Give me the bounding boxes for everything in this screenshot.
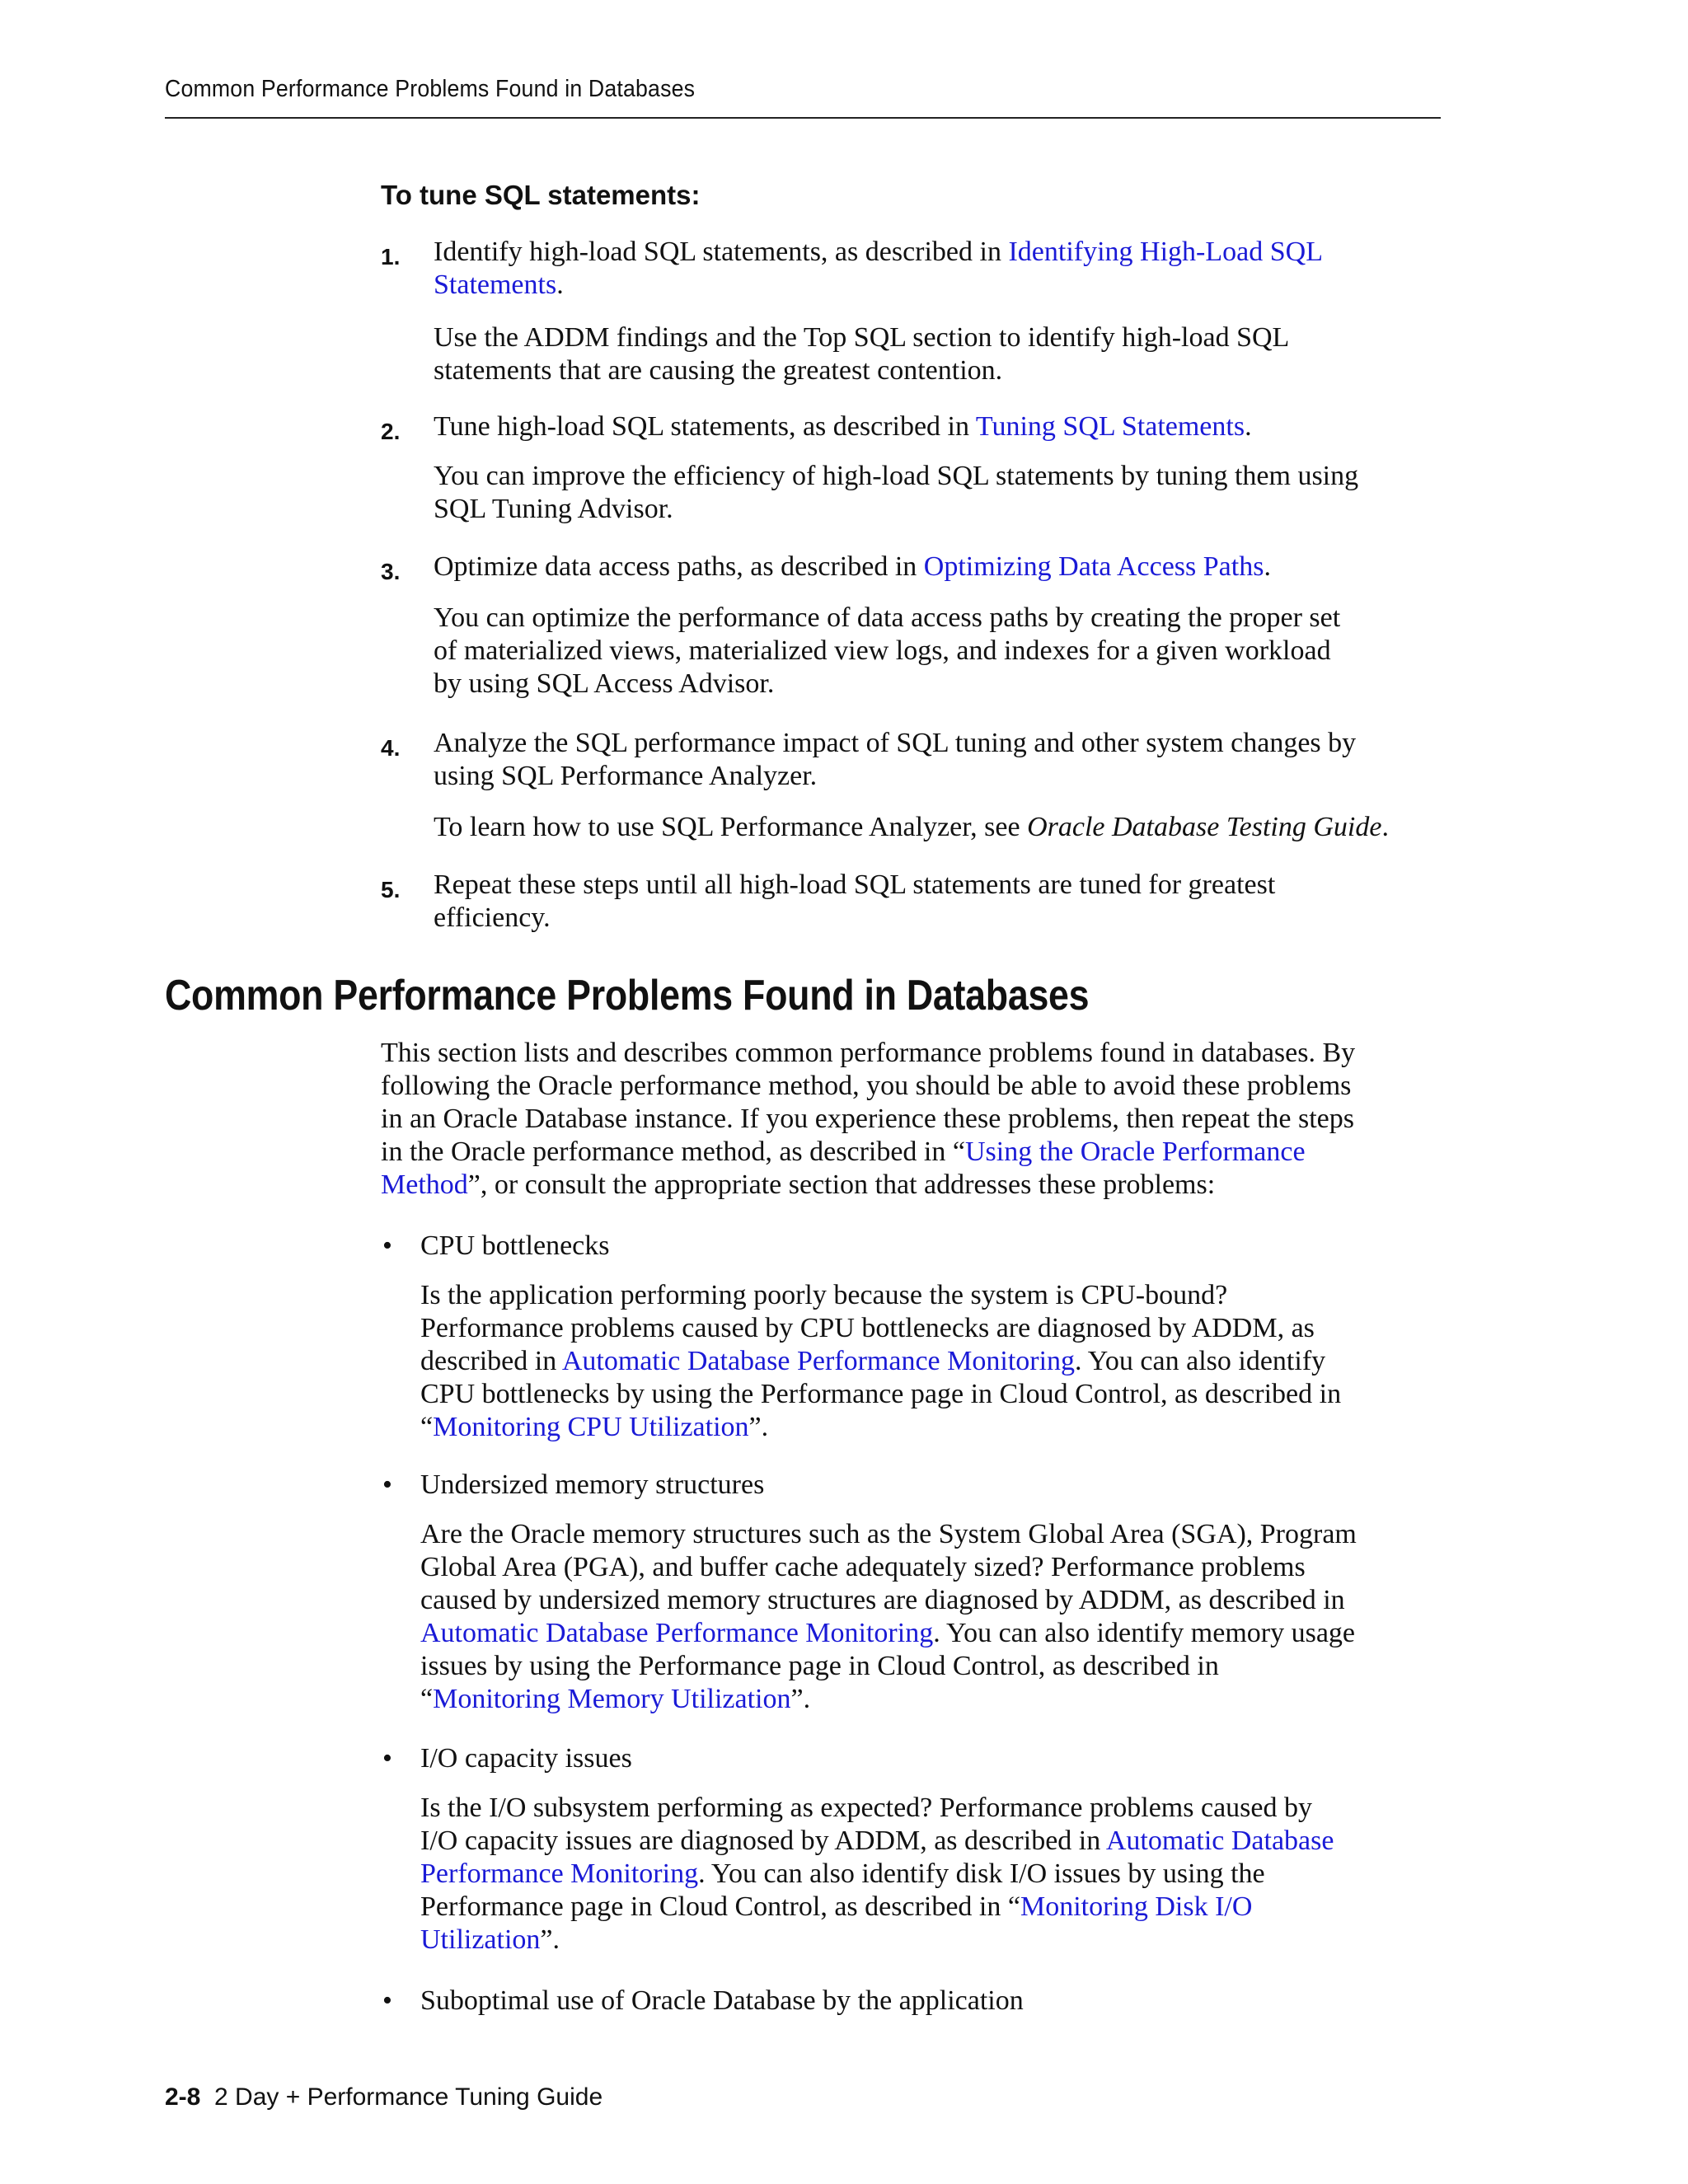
page-footer bbox=[165, 2083, 603, 2111]
body-line: caused by undersized memory structures are diagnosed by ADDM, as described in bbox=[420, 1585, 1345, 1615]
link-tuning-sql-statements[interactable]: Tuning SQL Statements bbox=[975, 411, 1245, 442]
intro-text: in the Oracle performance method, as described in “ bbox=[381, 1137, 965, 1167]
step-1 bbox=[381, 236, 1444, 335]
note-line: Use the ADDM findings and the Top SQL section to identify high-load SQL bbox=[434, 322, 1290, 353]
body-text: Performance page in Cloud Control, as described in “ bbox=[420, 1891, 1020, 1922]
note-line: You can improve the efficiency of high-load SQL statements by tuning them using bbox=[434, 461, 1359, 491]
step-number: 1. bbox=[381, 244, 401, 269]
body-line: issues by using the Performance page in Cloud Control, as described in bbox=[420, 1651, 1219, 1681]
step-text: efficiency. bbox=[434, 902, 551, 933]
step-number: 3. bbox=[381, 559, 401, 584]
note-line: You can optimize the performance of data access paths by creating the proper set bbox=[434, 602, 1341, 633]
body-text: ”. bbox=[540, 1924, 560, 1955]
body-line: Is the I/O subsystem performing as expected? Performance problems caused by bbox=[420, 1793, 1312, 1823]
header-rule bbox=[165, 117, 1441, 119]
procedure-heading: To tune SQL statements: bbox=[381, 180, 701, 210]
body-text: ”. bbox=[790, 1684, 811, 1714]
bullet-title: CPU bottlenecks bbox=[420, 1230, 610, 1261]
bullet-title: Undersized memory structures bbox=[420, 1469, 765, 1500]
step-text: Repeat these steps until all high-load SQL statements are tuned for greatest bbox=[434, 869, 1276, 900]
step-text: . bbox=[1264, 551, 1271, 582]
intro-line: This section lists and describes common performance problems found in databases. By bbox=[381, 1038, 1356, 1068]
book-title: Oracle Database Testing Guide bbox=[1027, 812, 1382, 842]
link-automatic-database-performance-monitoring[interactable]: Automatic Database Performance Monitoring bbox=[561, 1346, 1076, 1376]
link-monitoring-memory-utilization[interactable]: Monitoring Memory Utilization bbox=[433, 1684, 791, 1714]
note-line: SQL Tuning Advisor. bbox=[434, 494, 673, 524]
body-text: I/O capacity issues are diagnosed by ADDM, as described in bbox=[420, 1825, 1106, 1856]
step-text: Tune high-load SQL statements, as described in bbox=[434, 411, 976, 442]
intro-paragraph bbox=[381, 1037, 1452, 1202]
step-number: 4. bbox=[381, 735, 401, 761]
link-automatic-database-performance-monitoring[interactable]: Automatic Database Performance Monitoring bbox=[420, 1618, 934, 1648]
step-text: . bbox=[556, 269, 564, 300]
body-line: CPU bottlenecks by using the Performance page in Cloud Control, as described in bbox=[420, 1379, 1342, 1409]
step-text: using SQL Performance Analyzer. bbox=[434, 761, 818, 791]
link-automatic-database-performance-monitoring-cont[interactable]: Performance Monitoring bbox=[420, 1858, 699, 1889]
link-using-oracle-performance-method-cont[interactable]: Method bbox=[381, 1169, 468, 1200]
body-line: Is the application performing poorly because the system is CPU-bound? bbox=[420, 1280, 1228, 1310]
body-text: . You can also identify disk I/O issues by using the bbox=[698, 1858, 1265, 1889]
body-text: described in bbox=[420, 1346, 562, 1376]
bullet-icon: • bbox=[382, 1985, 392, 2016]
link-identifying-high-load-sql-cont[interactable]: Statements bbox=[434, 269, 557, 300]
link-optimizing-data-access-paths[interactable]: Optimizing Data Access Paths bbox=[923, 551, 1264, 582]
bullet-title: Suboptimal use of Oracle Database by the application bbox=[420, 1985, 1024, 2016]
step-text: Analyze the SQL performance impact of SQL tuning and other system changes by bbox=[434, 728, 1357, 758]
body-text: . You can also identify bbox=[1075, 1346, 1326, 1376]
link-using-oracle-performance-method[interactable]: Using the Oracle Performance bbox=[964, 1137, 1306, 1167]
note-text: . bbox=[1381, 812, 1389, 842]
step-text: Identify high-load SQL statements, as described in bbox=[434, 237, 1009, 267]
section-title: Common Performance Problems Found in Databases bbox=[165, 972, 1090, 1019]
link-monitoring-disk-io-utilization-cont[interactable]: Utilization bbox=[420, 1924, 541, 1955]
page-number: 2-8 bbox=[165, 2083, 201, 2111]
step-text: Optimize data access paths, as described in bbox=[434, 551, 924, 582]
bullet-icon: • bbox=[382, 1469, 392, 1500]
note-line: by using SQL Access Advisor. bbox=[434, 668, 775, 699]
body-text: “ bbox=[420, 1684, 434, 1714]
step-number: 2. bbox=[381, 419, 401, 444]
link-identifying-high-load-sql[interactable]: Identifying High-Load SQL bbox=[1008, 237, 1323, 267]
bullet-icon: • bbox=[382, 1230, 392, 1261]
body-line: Global Area (PGA), and buffer cache adequately sized? Performance problems bbox=[420, 1552, 1306, 1582]
intro-line: in an Oracle Database instance. If you experience these problems, then repeat the steps bbox=[381, 1104, 1355, 1134]
step-text: . bbox=[1245, 411, 1252, 442]
link-monitoring-cpu-utilization[interactable]: Monitoring CPU Utilization bbox=[433, 1412, 749, 1442]
body-text: “ bbox=[420, 1412, 434, 1442]
step-number: 5. bbox=[381, 877, 401, 902]
note-line: of materialized views, materialized view logs, and indexes for a given workload bbox=[434, 635, 1331, 666]
note-text: To learn how to use SQL Performance Analyzer, see bbox=[434, 812, 1028, 842]
running-head: Common Performance Problems Found in Databases bbox=[165, 76, 696, 102]
link-automatic-database-performance-monitoring[interactable]: Automatic Database bbox=[1105, 1825, 1334, 1856]
body-text: ”. bbox=[748, 1412, 769, 1442]
link-monitoring-disk-io-utilization[interactable]: Monitoring Disk I/O bbox=[1020, 1891, 1253, 1922]
intro-text: ”, or consult the appropriate section that addresses these problems: bbox=[467, 1169, 1216, 1200]
bullet-title: I/O capacity issues bbox=[420, 1743, 632, 1774]
body-line: Are the Oracle memory structures such as the System Global Area (SGA), Program bbox=[420, 1519, 1357, 1549]
book-title: 2 Day + Performance Tuning Guide bbox=[214, 2083, 603, 2111]
intro-line: following the Oracle performance method, you should be able to avoid these problems bbox=[381, 1071, 1352, 1101]
bullet-icon: • bbox=[382, 1743, 392, 1774]
note-line: statements that are causing the greatest contention. bbox=[434, 355, 1003, 386]
body-line: Performance problems caused by CPU bottlenecks are diagnosed by ADDM, as bbox=[420, 1313, 1315, 1343]
body-text: . You can also identify memory usage bbox=[933, 1618, 1356, 1648]
